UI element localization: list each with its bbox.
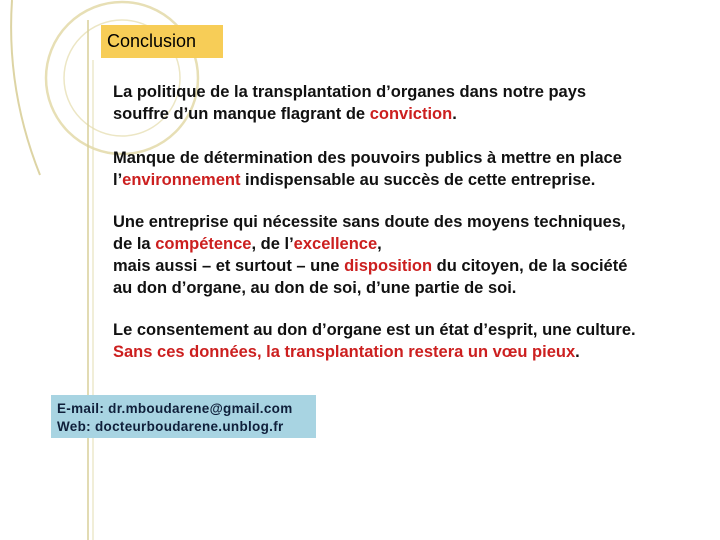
text-segment: l’ xyxy=(113,171,123,189)
paragraph-line: Manque de détermination des pouvoirs publics à mettre en place xyxy=(113,149,622,167)
highlight-conviction: conviction xyxy=(369,105,453,123)
paragraph-entreprise xyxy=(113,211,627,299)
text-segment: . xyxy=(575,343,580,361)
paragraph-politique xyxy=(113,81,586,125)
highlight-excellence: excellence xyxy=(293,235,378,253)
text-segment: . xyxy=(452,105,457,123)
paragraph-determination xyxy=(113,147,622,191)
paragraph-line xyxy=(113,341,636,363)
highlight-disposition: disposition xyxy=(344,257,433,275)
text-segment: indispensable au succès de cette entreprise. xyxy=(240,171,596,189)
paragraph-line: au don d’organe, au don de soi, d’une partie de soi. xyxy=(113,279,517,297)
contact-website: Web: docteurboudarene.unblog.fr xyxy=(57,419,284,434)
highlight-conclusion-sentence: Sans ces données, la transplantation restera un vœu pieux xyxy=(113,343,576,361)
text-segment: , xyxy=(377,235,382,253)
text-segment: du citoyen, de la société xyxy=(432,257,628,275)
paragraph-line xyxy=(113,103,586,125)
text-segment: mais aussi – et surtout – une xyxy=(113,257,345,275)
contact-email: E-mail: dr.mboudarene@gmail.com xyxy=(57,401,293,416)
highlight-environnement: environnement xyxy=(122,171,241,189)
paragraph-consentement xyxy=(113,319,636,363)
text-segment: de la xyxy=(113,235,156,253)
conclusion-title-text: Conclusion xyxy=(107,31,197,51)
paragraph-line: Le consentement au don d’organe est un état d’esprit, une culture. xyxy=(113,321,636,339)
contact-box xyxy=(51,395,316,438)
paragraph-line: Une entreprise qui nécessite sans doute des moyens techniques, xyxy=(113,213,626,231)
text-segment: , de l’ xyxy=(251,235,294,253)
conclusion-title xyxy=(101,25,223,58)
paragraph-line xyxy=(113,233,627,255)
paragraph-line xyxy=(113,169,622,191)
text-segment: souffre d’un manque flagrant de xyxy=(113,105,370,123)
paragraph-line xyxy=(113,255,627,277)
paragraph-line: La politique de la transplantation d’organes dans notre pays xyxy=(113,83,587,101)
decor-curve-left xyxy=(11,0,40,175)
highlight-competence: compétence xyxy=(155,235,252,253)
